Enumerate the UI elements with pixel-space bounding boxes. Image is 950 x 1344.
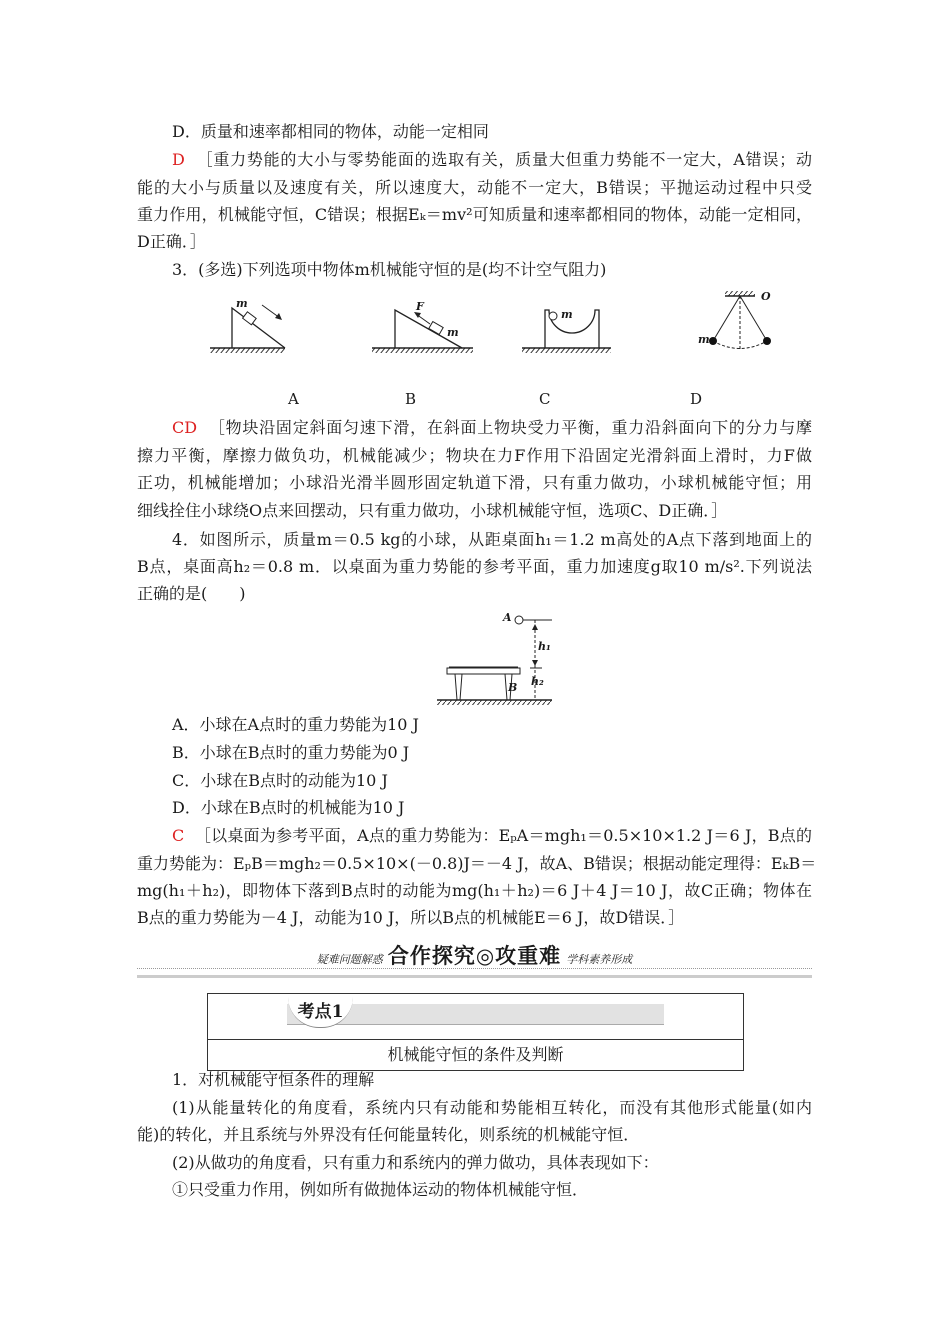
answer-letter: CD [172, 418, 198, 437]
banner-divider [137, 968, 812, 978]
figure-b-mass-label: m [447, 326, 459, 339]
figure-a-caption: A [288, 390, 299, 408]
figure-d-caption: D [690, 390, 703, 408]
answer-text: ［以桌面为参考平面，A点的重力势能为：EₚA＝mgh₁＝0.5×10×1.2 J＝6 J，B点的 [194, 826, 813, 845]
q4-stem-line-2: B点，桌面高h₂＝0.8 m．以桌面为重力势能的参考平面，重力加速度g取10 m/s².下列说法 [137, 557, 812, 576]
banner-right: 学科素养形成 [566, 953, 633, 966]
figure-c-caption: C [539, 390, 551, 408]
paragraph-3: ①只受重力作用，例如所有做抛体运动的物体机械能守恒． [172, 1180, 589, 1199]
banner-left: 疑难问题解惑 [316, 953, 383, 966]
paragraph-1-line-2: 能)的转化，并且系统与外界没有任何能量转化，则系统的机械能守恒． [137, 1125, 640, 1144]
figure-c-mass-label: m [561, 308, 573, 321]
q3-answer-line-3: 正功，机械能增加；小球沿光滑半圆形固定轨道下滑，只有重力做功，小球机械能守恒；用 [137, 473, 812, 492]
q4-stem-line-3: 正确的是( ) [137, 584, 246, 603]
point-b-label: B [508, 681, 518, 694]
q3-stem: 3．(多选)下列选项中物体m机械能守恒的是(均不计空气阻力) [172, 260, 607, 279]
topic-title: 机械能守恒的条件及判断 [387, 1045, 564, 1064]
q4-answer-line-4: B点的重力势能为－4 J，动能为10 J，所以B点的机械能E＝6 J，故D错误．］ [137, 908, 685, 927]
figure-d-mass-label: m [698, 333, 710, 346]
answer-letter: D [172, 150, 185, 169]
q3-answer-line-4: 细线拴住小球绕O点来回摆动，只有重力做功，小球机械能守恒，选项C、D正确．］ [137, 501, 728, 520]
q4-option-a: A．小球在A点时的重力势能为10 J [172, 715, 419, 734]
figure-b-caption: B [405, 390, 417, 408]
answer-text: ［重力势能的大小与零势能面的选取有关，质量大但重力势能不一定大，A错误；动 [196, 150, 813, 169]
q2-option-d: D．质量和速率都相同的物体，动能一定相同 [172, 122, 489, 141]
q4-answer-line-1 [172, 825, 812, 847]
q2-answer-line-4: D正确．］ [137, 232, 206, 251]
figure-d-pivot-label: O [761, 290, 771, 303]
paragraph-2: (2)从做功的角度看，只有重力和系统内的弹力做功，具体表现如下： [172, 1153, 659, 1172]
q4-option-c: C．小球在B点时的动能为10 J [172, 771, 388, 790]
q4-stem-line-1: 4．如图所示，质量m＝0.5 kg的小球，从距桌面h₁＝1.2 m高处的A点下落到地面上的 [172, 530, 812, 549]
divider [208, 1039, 743, 1040]
topic-box [207, 993, 744, 1071]
h1-label: h₁ [538, 640, 551, 653]
figure-b-force-label: F [416, 300, 424, 313]
banner-title: 合作探究◎攻重难 [387, 944, 562, 968]
q4-option-b: B．小球在B点时的重力势能为0 J [172, 743, 410, 762]
topic-tag: 考点1 [288, 997, 353, 1028]
paragraph-1-line-1: (1)从能量转化的角度看，系统内只有动能和势能相互转化，而没有其他形式能量(如内 [172, 1098, 812, 1117]
section-heading: 1．对机械能守恒条件的理解 [172, 1070, 375, 1089]
q2-answer-line-3: 重力作用，机械能守恒，C错误；根据Eₖ＝mv²可知质量和速率都相同的物体，动能一定相同， [137, 205, 812, 224]
q3-answer-line-2: 擦力平衡，摩擦力做负功，机械能减少；物块在力F作用下沿固定光滑斜面上滑时，力F做 [137, 446, 812, 465]
q4-answer-line-3: mg(h₁＋h₂)，即物体下落到B点时的动能为mg(h₁＋h₂)＝6 J＋4 J＝10 J，故C正确；物体在 [137, 881, 812, 900]
h2-label: h₂ [531, 675, 544, 688]
point-a-label: A [503, 611, 512, 624]
q2-answer-line-2: 能的大小与质量以及速度有关，所以速度大，动能不一定大，B错误；平抛运动过程中只受 [137, 178, 812, 197]
q4-option-d: D．小球在B点时的机械能为10 J [172, 798, 405, 817]
answer-text: ［物块沿固定斜面匀速下滑，在斜面上物块受力平衡，重力沿斜面向下的分力与摩 [208, 418, 812, 437]
answer-letter: C [172, 826, 185, 845]
figure-a-mass-label: m [236, 297, 248, 310]
q4-answer-line-2: 重力势能为：EₚB＝mgh₂＝0.5×10×(－0.8)J＝－4 J，故A、B错误；根据动能定理得：EₖB＝ [137, 854, 817, 873]
section-banner [137, 940, 812, 970]
